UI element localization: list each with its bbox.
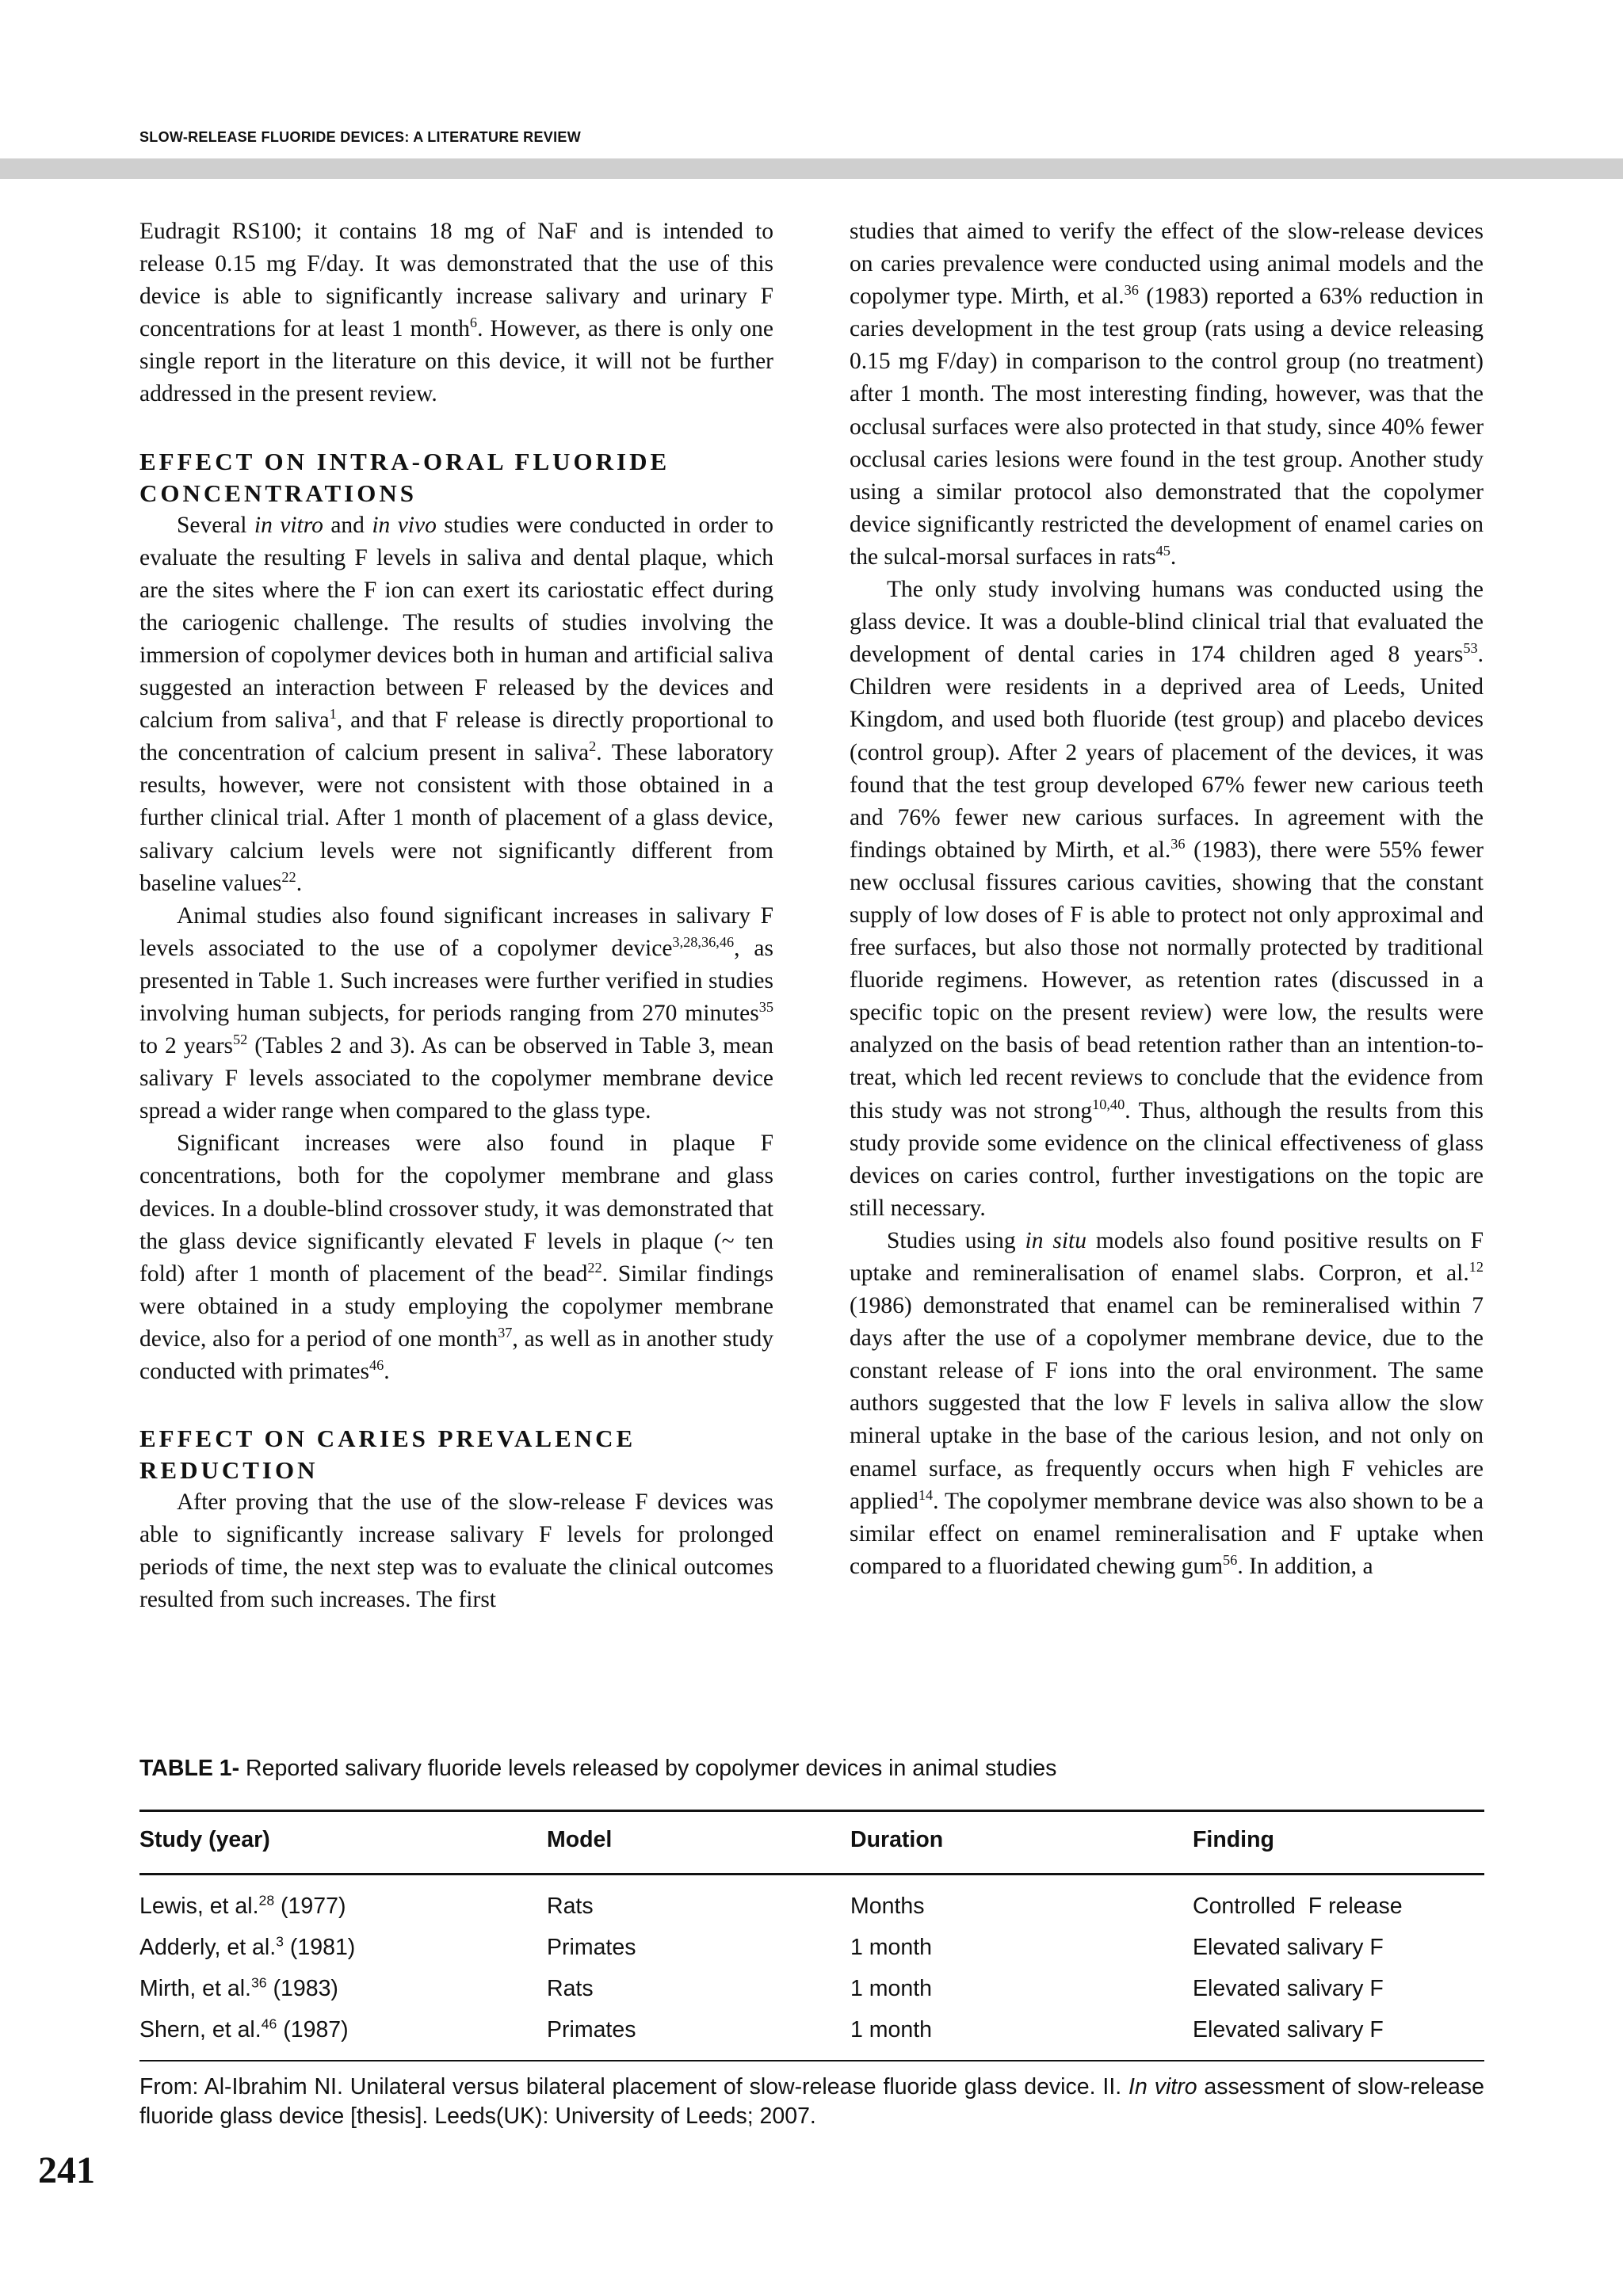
table-cell-model: Rats: [547, 1976, 594, 2001]
column-header-model: Model: [547, 1827, 613, 1852]
left-column: [139, 215, 773, 1616]
table-row: [139, 1976, 1484, 2017]
paragraph: The only study involving humans was conducted using the glass device. It was a double-blind clinical trial that evaluated the development of dental caries in 174 children aged 8 years$^{53}$. Children were residents in a deprived area of Leeds, United Kingdom, and used both fluoride (test group) and placebo devices (control group). After 2 years of placement of the devices, it was found that the test group developed 67% fewer new carious teeth and 76% fewer new carious surfaces. In agreement with the findings obtained by Mirth, et al.$^{36}$ (1983), there were 55% fewer new occlusal fissures carious cavities, showing that the constant supply of low doses of F is able to protect not only approximal and free surfaces, but also those not normally protected by traditional fluoride regimens. However, as retention rates (discussed in a specific topic on the present review) were low, the results were analyzed on the basis of bead retention rather than an intention-to-treat, which led recent reviews to conclude that the evidence from this study was not strong$^{10,40}$. Thus, although the results from this study provide some evidence on the clinical effectiveness of glass devices on caries control, further investigations on the topic are still necessary.: [850, 577, 1484, 1221]
table-cell-finding: Elevated salivary F: [1193, 2017, 1384, 2042]
table-label: TABLE 1-: [139, 1756, 240, 1781]
paragraph: Several in vitro and in vivo studies were conducted in order to evaluate the resulting F levels in saliva and dental plaque, which are the sites where the F ion can exert its cariostatic effect during the cariogenic challenge. The results of studies involving the immersion of copolymer devices both in human and artificial saliva suggested an interaction between F released by the devices and calcium from saliva$^1$, and that F release is directly proportional to the concentration of calcium present in saliva$^2$. These laboratory results, however, were not consistent with those obtained in a further clinical trial. After 1 month of placement of a glass device, salivary calcium levels were not significantly different from baseline values$^{22}$.: [139, 512, 773, 896]
section-heading: EFFECT ON INTRA-ORAL FLUORIDE CONCENTRATIONS: [139, 447, 670, 507]
table-cell-study: Mirth, et al.$^{36}$ (1983): [139, 1974, 338, 2001]
running-head: SLOW-RELEASE FLUORIDE DEVICES: A LITERATURE REVIEW: [139, 129, 581, 145]
paragraph: Significant increases were also found in plaque F concentrations, both for the copolymer membrane and glass devices. In a double-blind crossover study, it was demonstrated that the glass device significantly elevated F levels in plaque (~ ten fold) after 1 month of placement of the bead$^{22}$. Similar findings were obtained in a study employing the copolymer membrane device, also for a period of one month$^{37}$, as well as in another study conducted with primates$^{46}$.: [139, 1131, 773, 1384]
table-cell-study: Adderly, et al.$^3$ (1981): [139, 1933, 356, 1960]
table-caption: TABLE 1- Reported salivary fluoride levels released by copolymer devices in animal studies: [139, 1756, 1057, 1781]
table-header-rule: [139, 1873, 1484, 1875]
column-header-duration: Duration: [850, 1827, 944, 1852]
paragraph: Eudragit RS100; it contains 18 mg of NaF and is intended to release 0.15 mg F/day. It was demonstrated that the use of this device is able to significantly increase salivary and urinary F concentrations for at least 1 month$^6$. However, as there is only one single report in the literature on this device, it will not be further addressed in the present review.: [139, 219, 774, 407]
paragraph: Studies using in situ models also found positive results on F uptake and remineralisation of enamel slabs. Corpron, et al.$^{12}$ (1986) demonstrated that enamel can be remineralised within 7 days after the use of a copolymer membrane device, due to the constant release of F ions into the oral environment. The same authors suggested that the low F levels in saliva allow the slow mineral uptake in the base of the carious lesion, and not only on enamel surface, as frequently occurs when high F vehicles are applied$^{14}$. The copolymer membrane device was also shown to be a similar effect on enamel remineralisation and F uptake when compared to a fluoridated chewing gum$^{56}$. In addition, a: [850, 1227, 1484, 1579]
table-source-note: From: Al-Ibrahim NI. Unilateral versus bilateral placement of slow-release fluoride glass device. II. In vitro assessment of slow-release fluoride glass device [thesis]. Leeds(UK): University of Leeds; 2007.: [139, 2074, 1485, 2129]
table-cell-study: Lewis, et al.$^{28}$ (1977): [139, 1892, 346, 1919]
table-cell-model: Primates: [547, 1935, 636, 1960]
paragraph: After proving that the use of the slow-release F devices was able to significantly increase salivary F levels for prolonged periods of time, the next step was to evaluate the clinical outcomes resulted from such increases. The first: [139, 1489, 773, 1613]
section-heading: EFFECT ON CARIES PREVALENCE REDUCTION: [139, 1425, 636, 1485]
right-column: [850, 215, 1484, 1583]
table-row: [139, 2017, 1484, 2058]
column-header-study: Study (year): [139, 1827, 270, 1852]
table-cell-model: Primates: [547, 2017, 636, 2042]
table-cell-finding: Controlled F release: [1193, 1894, 1403, 1919]
header-bar: [0, 158, 1623, 179]
table-cell-finding: Elevated salivary F: [1193, 1976, 1384, 2001]
table-cell-duration: 1 month: [850, 1935, 932, 1960]
paragraph: Animal studies also found significant increases in salivary F levels associated to the use of a copolymer device$^{3,28,36,46}$, as presented in Table 1. Such increases were further verified in studies involving human subjects, for periods ranging from 270 minutes$^{35}$ to 2 years$^{52}$ (Tables 2 and 3). As can be observed in Table 3, mean salivary F levels associated to the copolymer membrane device spread a wider range when compared to the glass type.: [139, 902, 774, 1124]
table-cell-model: Rats: [547, 1894, 594, 1919]
column-header-finding: Finding: [1193, 1827, 1274, 1852]
table-cell-duration: 1 month: [850, 1976, 932, 2001]
table-cell-study: Shern, et al.$^{46}$ (1987): [139, 2016, 349, 2042]
table-row: [139, 1894, 1484, 1935]
table-cell-finding: Elevated salivary F: [1193, 1935, 1384, 1960]
table-cell-duration: Months: [850, 1894, 925, 1919]
table-row: [139, 1935, 1484, 1976]
table-cell-duration: 1 month: [850, 2017, 932, 2042]
table-top-rule: [139, 1810, 1484, 1812]
table-bottom-rule: [139, 2060, 1484, 2061]
page-number: 241: [38, 2149, 95, 2191]
paragraph: studies that aimed to verify the effect of the slow-release devices on caries prevalence were conducted using animal models and the copolymer type. Mirth, et al.$^{36}$ (1983) reported a 63% reduction in caries development in the test group (rats using a device releasing 0.15 mg F/day) in comparison to the control group (no treatment) after 1 month. The most interesting finding, however, was that the occlusal surfaces were also protected in that study, since 40% fewer occlusal caries lesions were found in the test group. Another study using a similar protocol also demonstrated that the copolymer device significantly restricted the development of enamel caries on the sulcal-morsal surfaces in rats$^{45}$.: [850, 219, 1484, 570]
